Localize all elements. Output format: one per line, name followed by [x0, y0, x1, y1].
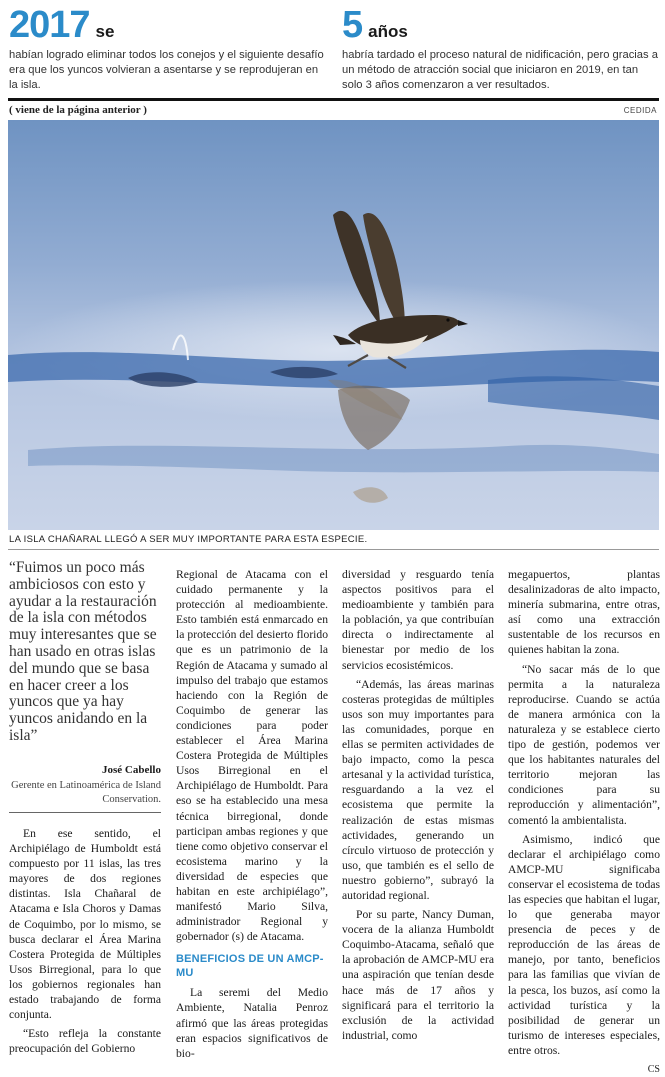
stat-number: 2017 — [9, 4, 90, 46]
paragraph: diversidad y resguardo tenía aspectos positivos para el medioambiente y también para la población, ya que contribuían directa o indirectamente al bienestar por medio de los servicios ecosistémicos. — [342, 568, 494, 672]
bird-photo — [8, 120, 659, 530]
paragraph: Por su parte, Nancy Duman, vocera de la alianza Humboldt Coquimbo-Atacama, señaló que la aprobación de AMCP-MU era una aspiración que tenían desde hace más de 17 años y significará para el territorio la exclusión de la actividad industrial, como — [342, 908, 494, 1042]
section-heading: BENEFICIOS DE UN AMCP-MU — [176, 953, 324, 980]
paragraph: “No sacar más de lo que permita a la naturaleza reproducirse. Cuando se actúa de manera armónica con la naturaleza y se establece cierto tipo de gestión, podemos ver que los habitantes naturales del territorio mejoran las condiciones para su reproducción y alimentación”, comentó la ambientalista. — [508, 662, 660, 827]
article-column-2 — [176, 567, 328, 1065]
top-rule — [8, 98, 659, 101]
paragraph: “Esto refleja la constante preocupación del Gobierno — [9, 1027, 161, 1056]
end-mark: CS — [647, 1064, 660, 1075]
photo-credit: CEDIDA — [623, 106, 657, 115]
quote-author-role: Gerente en Latinoamérica de Island Conservation. — [11, 780, 161, 805]
photo-caption: LA ISLA CHAÑARAL LLEGÓ A SER MUY IMPORTANTE PARA ESTA ESPECIE. — [9, 534, 368, 545]
pull-quote: “Fuimos un poco más ambiciosos con esto y ayudar a la restauración de la isla con métodos muy interesantes que se han usado en otras islas del mundo que se basa en hacer creer a los yuncos que ya hay yuncos anidando en la isla” — [9, 559, 157, 744]
stat-number: 5 — [342, 4, 363, 46]
quote-author: José Cabello — [102, 764, 161, 776]
stat-text: habría tardado el proceso natural de nidificación, pero gracias a un método de atracción social que iniciaron en 2019, en tan solo 3 años comenzaron a ver resultados. — [342, 49, 658, 91]
stat-word: se — [95, 22, 115, 41]
quote-separator — [9, 812, 161, 813]
article-column-1 — [9, 826, 161, 1060]
paragraph: Asimismo, indicó que declarar el archipiélago como AMCP-MU significaba conservar el ecosistema de todas las especies que habitan el lugar, lo que generaba mayor presencia de peces y de reproducción de las áreas de manejo, por tanto, beneficios para las familias que vivían de la pesca, los buzos, así como la actividad turística y la posibilidad de generar un turismo de intereses especiales, entre otros. — [508, 832, 660, 1057]
caption-rule — [8, 549, 659, 550]
paragraph: La seremi del Medio Ambiente, Natalia Penroz afirmó que las áreas protegidas eran espacios significativos de bio- — [176, 986, 328, 1060]
stat-word: años — [368, 22, 408, 41]
article-column-4 — [508, 567, 660, 1077]
paragraph: Regional de Atacama con el cuidado permanente y la protección al medioambiente. Esto también está enmarcado en la protección del desierto florido que es un patrimonio de la Región de Atacama y sumado al impulso del trabajo que estamos haciendo con la Región de Coquimbo de generar las condiciones para poder establecer el Área Marina Costera Protegida de Múltiples Usos Birregional en el Archipiélago de Humboldt. Para eso se ha establecido una mesa técnica birregional, donde participan ambas regiones y que tiene como objetivo conservar el ecosistema marino y la diversidad de especies que habitan en este archipiélago”, manifestó Mario Silva, administrador Regional y gobernador (s) de Atacama. — [176, 568, 328, 944]
paragraph: “Además, las áreas marinas costeras protegidas de múltiples usos son muy importantes para las comunidades, porque en ellas se permiten actividades de bajo impacto, como la pesca artesanal y la actividad turística, resguardando a la vez el ecosistema que permite la realización de estas mismas actividades, generando un círculo virtuoso de protección y uso, que también es el sello de nuestro gobierno”, subrayó la autoridad regional. — [342, 677, 494, 902]
paragraph: En ese sentido, el Archipiélago de Humboldt está compuesto por 11 islas, las tres mayores de dos regiones distintas. Isla Chañaral de Atacama e Isla Choros y Damas de Coquimbo, por lo mismo, se busca declarar el Área Marina Costera Protegida de Múltiples Usos Birregional, para lo que los gobiernos regionales han estado trabajando de forma conjunta. — [9, 827, 161, 1022]
continued-note: ( viene de la página anterior ) — [9, 104, 147, 116]
article-column-3 — [342, 567, 494, 1047]
stat-text: habían logrado eliminar todos los conejos y el siguiente desafío era que los yuncos volvieran a asentarse y se reprodujeran en la isla. — [9, 49, 324, 91]
stat-5-anos — [342, 6, 660, 93]
paragraph: megapuertos, plantas desalinizadoras de alto impacto, minería submarina, entre otras, así como una extracción sustentable de los recursos en quienes habitan la zona. — [508, 568, 660, 657]
stat-2017 — [9, 6, 329, 93]
